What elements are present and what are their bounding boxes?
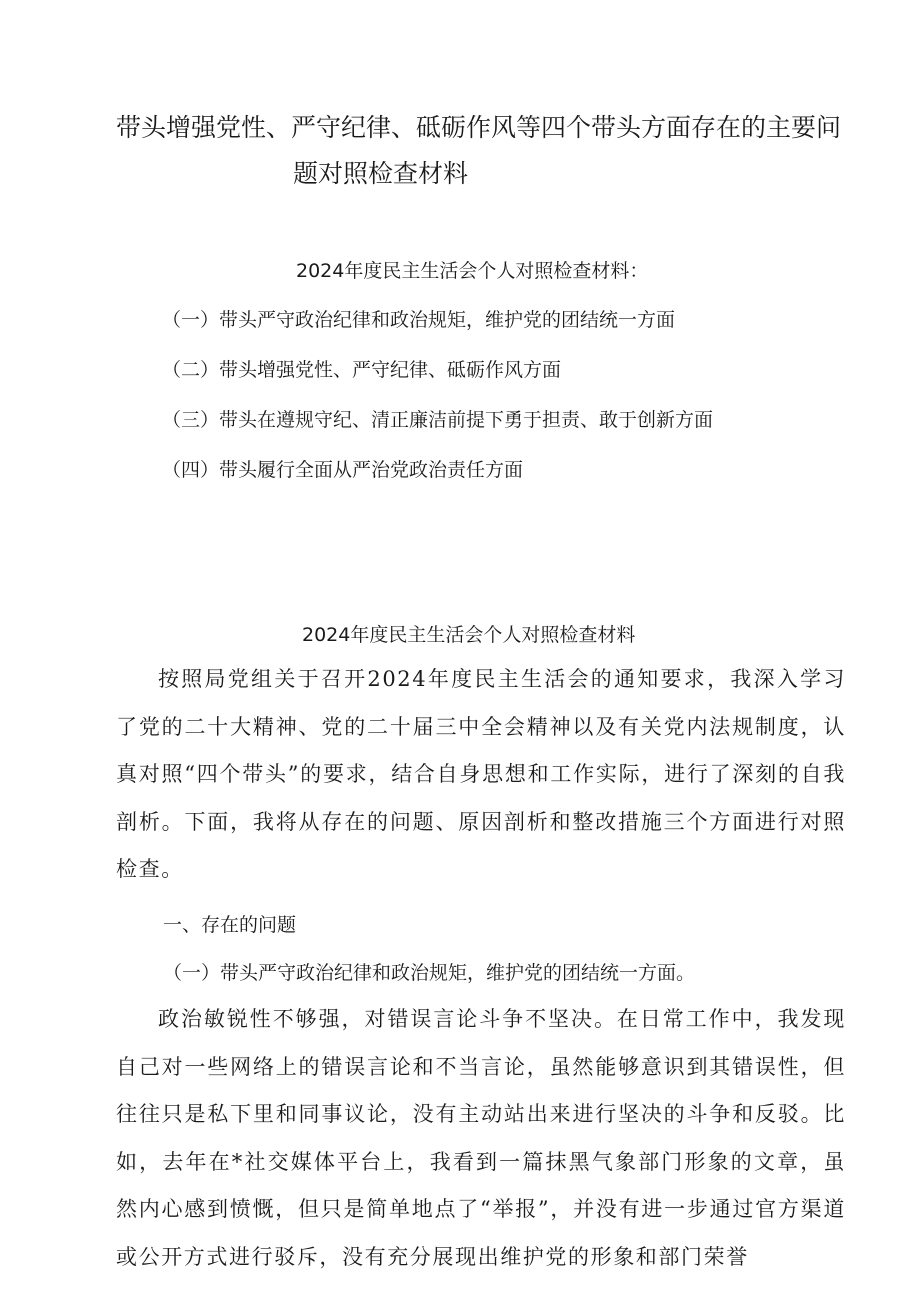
toc-item-2: （二）带头增强党性、严守纪律、砥砺作风方面 — [162, 359, 562, 381]
toc-item-3: （三）带头在遵规守纪、清正廉洁前提下勇于担责、敢于创新方面 — [162, 409, 714, 431]
subtitle: 2024年度民主生活会个人对照检查材料： — [296, 260, 649, 282]
intro-paragraph: 按照局党组关于召开2024年度民主生活会的通知要求，我深入学习了党的二十大精神、党的二十届三中全会精神以及有关党内法规制度，认真对照“四个带头”的要求，结合自身思想和工作实际，进行了深刻的自我剖析。下面，我将从存在的问题、原因剖析和整改措施三个方面进行对照检查。 — [116, 667, 846, 881]
subsection-heading: （一）带头严守政治纪律和政治规矩，维护党的团结统一方面。 — [163, 962, 696, 984]
document-title-line-1: 带头增强党性、严守纪律、砥砺作风等四个带头方面存在的主要问 — [116, 113, 842, 142]
section-heading: 一、存在的问题 — [163, 914, 297, 936]
table-of-contents — [162, 305, 713, 505]
document-title-line-2: 题对照检查材料 — [293, 159, 469, 188]
toc-item-1: （一）带头严守政治纪律和政治规矩，维护党的团结统一方面 — [162, 309, 676, 331]
body-paragraph: 政治敏锐性不够强，对错误言论斗争不坚决。在日常工作中，我发现自己对一些网络上的错误言论和不当言论，虽然能够意识到其错误性，但往往只是私下里和同事议论，没有主动站出来进行坚决的斗争和反驳。比如，去年在*社交媒体平台上，我看到一篇抹黑气象部门形象的文章，虽然内心感到愤慨，但只是简单地点了“举报”，并没有进一步通过官方渠道或公开方式进行驳斥，没有充分展现出维护党的形象和部门荣誉 — [116, 1007, 846, 1269]
body-title: 2024年度民主生活会个人对照检查材料 — [302, 624, 636, 646]
toc-item-4: （四）带头履行全面从严治党政治责任方面 — [162, 459, 524, 481]
